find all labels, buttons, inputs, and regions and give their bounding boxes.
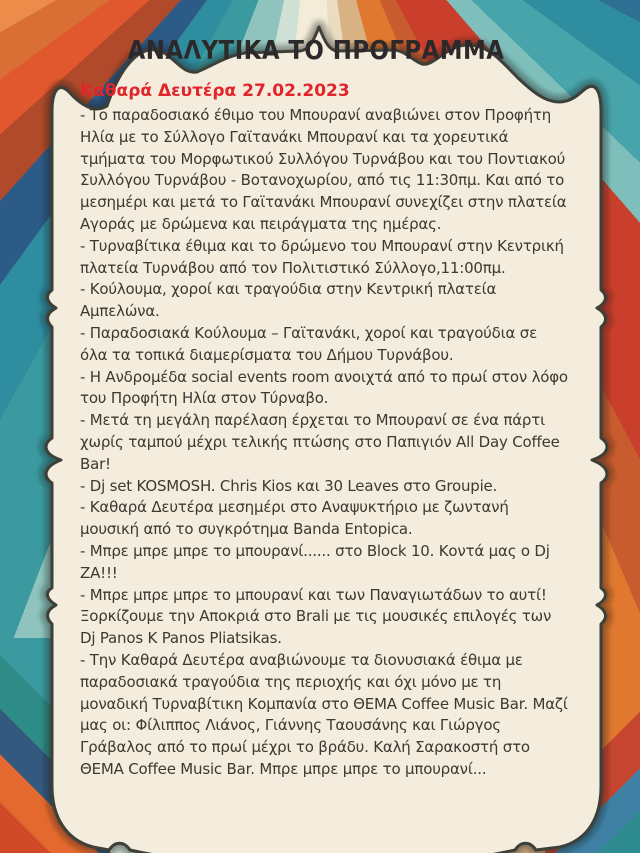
program-item: - Μπρε μπρε μπρε το μπουρανί...... στο Block 10. Κοντά μας ο Dj ZA!!! (80, 541, 550, 582)
program-item: - Κούλουμα, χοροί και τραγούδια στην Κεντρική πλατεία Αμπελώνα. (80, 280, 497, 321)
program-item: - Μπρε μπρε μπρε το μπουρανί και των Παναγιωτάδων το αυτί! Ξορκίζουμε την Αποκριά στο Brali με τις μουσικές επιλογές των Dj Panos K Panos Pliatsikas. (80, 585, 552, 648)
program-item: - Καθαρά Δευτέρα μεσημέρι στο Αναψυκτήριο με ζωντανή μουσική από το συγκρότημα Banda Entopica. (80, 498, 509, 539)
date-heading: Καθαρά Δευτέρα 27.02.2023 (80, 81, 350, 101)
program-item: - Την Καθαρά Δευτέρα αναβιώνουμε τα διονυσιακά έθιμα με παραδοσιακά τραγούδια της περιοχής και όχι μόνο με τη μοναδική Τυρναβίτικη Κομπανία στο ΘΕΜΑ Coffee Music Bar. Μαζί μας οι: Φίλιππος Λιάνος, Γιάννης Ταουσάνης και Γιώργος Γράβαλος από το πρωί μέχρι το βράδυ. Καλή Σαρακοστή στο ΘΕΜΑ Coffee Music Bar. Μπρε μπρε μπρε το μπουρανί... (80, 650, 568, 778)
program-item: - Dj set KOSMOSH. Chris Kios και 30 Leaves στο Groupie. (80, 476, 498, 495)
program-item: - Παραδοσιακά Κούλουμα – Γαϊτανάκι, χοροί και τραγούδια σε όλα τα τοπικά διαμερίσματα του Δήμου Τυρνάβου. (80, 323, 537, 364)
program-item: - Μετά τη μεγάλη παρέλαση έρχεται το Μπουρανί σε ένα πάρτι χωρίς ταμπού μέχρι τελικής πτώσης στο Παπιγιόν All Day Coffee Bar! (80, 411, 560, 473)
program-item: - Η Ανδρομέδα social events room ανοιχτά από το πρωί στον λόφο του Προφήτη Ηλία στον Τύρναβο. (80, 367, 568, 408)
program-item: - Τυρναβίτικα έθιμα και το δρώμενο του Μπουρανί στην Κεντρική πλατεία Τυρνάβου από τον Πολιτιστικό Σύλλογο,11:00πμ. (80, 236, 564, 277)
poster-card-content (80, 36, 568, 781)
program-list (80, 105, 568, 781)
program-item: - Το παραδοσιακό έθιμο του Μπουρανί αναβιώνει στον Προφήτη Ηλία με το Σύλλογο Γαϊτανάκι Μπουρανί και τα χορευτικά τμήματα του Μορφωτικού Συλλόγου Τυρνάβου και του Ποντιακού Συλλόγου Τυρνάβου - Βοτανοχωρίου, από τις 11:30πμ. Και από το μεσημέρι και μετά το Γαϊτανάκι Μπουρανί συνεχίζει στην πλατεία Αγοράς με δρώμενα και πειράγματα της ημέρας. (80, 106, 567, 233)
poster-title: ΑΝΑΛΥΤΙΚΑ ΤΟ ΠΡΟΓΡΑΜΜΑ (127, 36, 505, 66)
